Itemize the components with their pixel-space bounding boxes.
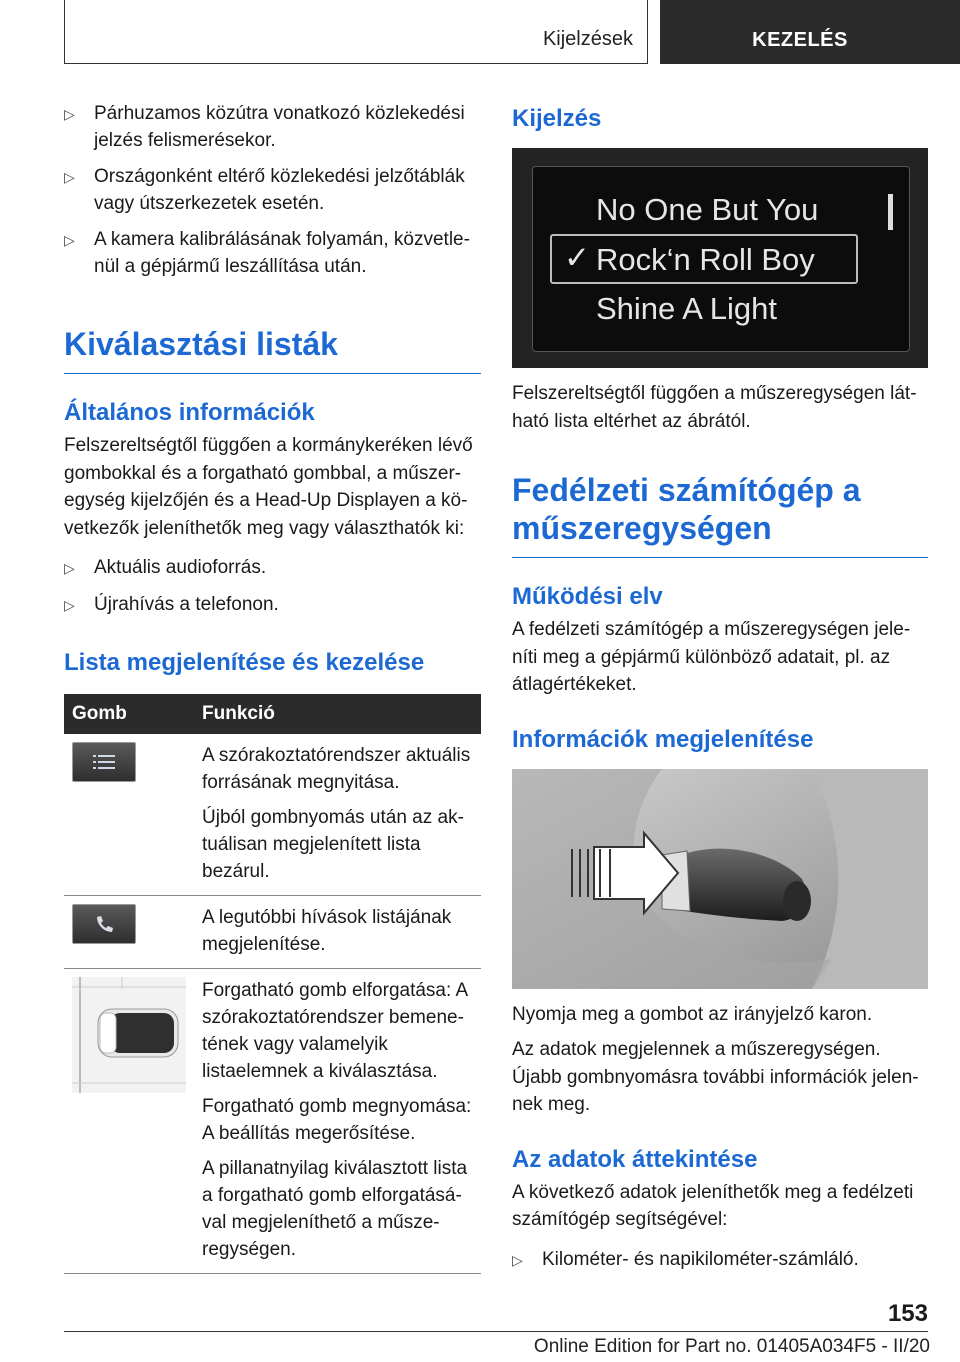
- heading-general-info: Általános információk: [64, 399, 315, 426]
- list-item: ▷ Párhuzamos közútra vonatkozó közlekedési jelzés felismerésekor.: [64, 100, 481, 154]
- check-icon: ✓: [564, 240, 590, 275]
- show-info-text-3: Újabb gombnyomásra további információk jelennek meg.: [512, 1066, 919, 1115]
- heading-principle: Működési elv: [512, 583, 663, 610]
- display-list-item: Shine A Light: [596, 291, 777, 326]
- overview-text: A következő adatok jeleníthetők meg a fedélzeti számítógép segítségével:: [512, 1181, 914, 1230]
- phone-icon: [72, 904, 136, 944]
- general-info-text: Felszereltségtől függően a kormánykeréken lévő gombokkal és a forgatható gombbal, a műszeregység kijelzőjén és a Head-Up Displayen a következők jeleníthetők meg vagy választhatók ki:: [64, 435, 473, 539]
- heading-list-display: Lista megjelenítése és kezelése: [64, 649, 425, 676]
- triangle-bullet-icon: ▷: [64, 106, 75, 122]
- page-number: 153: [887, 1300, 928, 1327]
- right-column: [512, 100, 928, 1283]
- triangle-bullet-icon: ▷: [64, 560, 75, 576]
- heading-onboard-computer: Fedélzeti számítógép a műszeregységen: [512, 471, 928, 558]
- column-header-button: Gomb: [64, 694, 194, 734]
- turn-signal-lever-image: [512, 769, 928, 989]
- display-caption: Felszereltségtől függően a műszeregységen látható lista eltérhet az ábrától.: [512, 383, 917, 432]
- header-section-tab: [64, 0, 648, 64]
- show-info-text-1: Nyomja meg a gombot az irányjelző karon.: [512, 1003, 873, 1025]
- scrollbar-indicator: [888, 194, 893, 230]
- list-item: ▷ Kilométer- és napikilométer-számláló.: [512, 1246, 928, 1274]
- list-icon: [72, 742, 136, 782]
- triangle-bullet-icon: ▷: [512, 1251, 523, 1268]
- triangle-bullet-icon: ▷: [64, 232, 75, 248]
- heading-display: Kijelzés: [512, 105, 602, 132]
- heading-show-info: Információk megjelenítése: [512, 725, 814, 753]
- controls-table: [64, 694, 481, 1274]
- display-list-item: Rock‘n Roll Boy: [596, 242, 815, 277]
- table-header-row: [64, 694, 481, 734]
- display-list-item: No One But You: [596, 192, 819, 227]
- list-item: ▷ Újrahívás a telefonon.: [64, 591, 481, 619]
- display-list-image: [512, 148, 928, 368]
- table-row: A legutóbbi hívások listájának megjelenítése.: [64, 896, 481, 969]
- footer-divider: [64, 1331, 928, 1332]
- footer-edition: Online Edition for Part no. 01405A034F5 - II/20: [533, 1336, 930, 1357]
- show-info-text-2: Az adatok megjelennek a műszeregységen.: [512, 1039, 881, 1060]
- header-section-label: Kijelzések: [542, 28, 633, 50]
- triangle-bullet-icon: ▷: [64, 597, 75, 613]
- header-chapter-label: KEZELÉS: [752, 29, 848, 51]
- bullet-list-top: [64, 100, 481, 280]
- triangle-bullet-icon: ▷: [64, 169, 75, 185]
- table-row: Forgatható gomb elforgatása: A szórakoztatórendszer bemenetének vagy valamelyik listaelemnek a kiválasztása. Forgatható gomb megnyomása: A beállítás megerősítése. A pillanatnyilag kiválasztott lista a forgatható gomb elforgatásával megjeleníthető a műszeregységen.: [64, 969, 481, 1274]
- header-chapter-tab: [660, 0, 960, 64]
- table-row: A szórakoztatórendszer aktuális forrásának megnyitása. Újból gombnyomás után az aktuálisan megjelenített lista bezárul.: [64, 734, 481, 896]
- left-column: [64, 100, 481, 1274]
- heading-selection-lists: Kiválasztási listák: [64, 325, 481, 374]
- principle-text: A fedélzeti számítógép a műszeregységen jeleníti meg a gépjármű különböző adatait, pl. az átlagértékeket.: [512, 619, 911, 695]
- rotary-knob-icon: [72, 977, 186, 1093]
- list-item: ▷ A kamera kalibrálásának folyamán, közvetlenül a gépjármű leszállítása után.: [64, 226, 481, 280]
- list-item: ▷ Aktuális audioforrás.: [64, 554, 481, 582]
- column-header-function: Funkció: [194, 694, 481, 734]
- heading-data-overview: Az adatok áttekintése: [512, 1145, 758, 1173]
- list-item: ▷ Országonként eltérő közlekedési jelzőtáblák vagy útszerkezetek esetén.: [64, 163, 481, 217]
